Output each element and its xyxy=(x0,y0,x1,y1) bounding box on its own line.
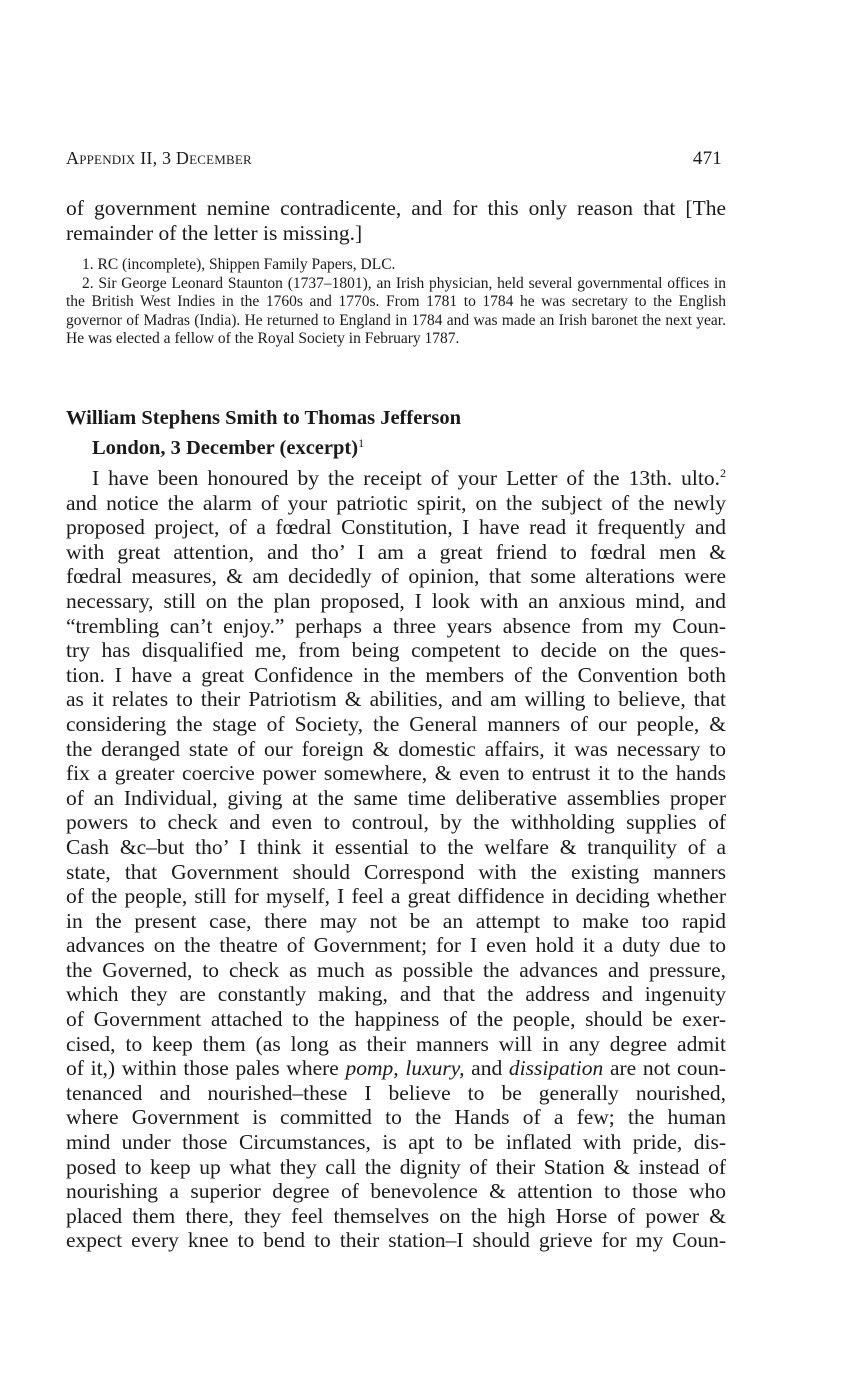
italic-phrase: dissipation xyxy=(508,1056,604,1081)
letter-line: which they are constantly making, and that the address and ingenuity xyxy=(66,982,726,1007)
letter-line: state, that Government should Correspond with the existing manners xyxy=(66,859,726,884)
letter-note-ref: 2 xyxy=(720,466,726,480)
letter-line: Cash &c–but tho’ I think it essential to the welfare & tranquility of a xyxy=(66,834,726,859)
letter-line: cised, to keep them (as long as their manners will in any degree admit xyxy=(66,1031,726,1056)
heading-note-ref: 1 xyxy=(358,436,365,450)
letter-line: fœdral measures, & am decidedly of opinion, that some alterations were xyxy=(66,564,726,589)
letter-line: of Government attached to the happiness of the people, should be exer- xyxy=(66,1007,726,1032)
footnotes xyxy=(66,256,726,349)
running-title: Appendix II, 3 December xyxy=(66,148,252,168)
letter-line xyxy=(66,466,726,491)
line-segment: are not coun- xyxy=(603,1056,726,1081)
letter-line: tenanced and nourished–these I believe to be generally nourished, xyxy=(66,1080,726,1105)
heading-line-2 xyxy=(66,431,726,461)
letter-line: the Governed, to check as much as possible the advances and pressure, xyxy=(66,957,726,982)
letter-line: considering the stage of Society, the General manners of our people, & xyxy=(66,711,726,736)
letter-line: try has disqualified me, from being competent to decide on the ques- xyxy=(66,638,726,663)
page-number: 471 xyxy=(692,148,722,169)
document-heading xyxy=(66,406,726,461)
letter-line: posed to keep up what they call the dignity of their Station & instead of xyxy=(66,1154,726,1179)
heading-line-1: William Stephens Smith to Thomas Jefferson xyxy=(66,407,462,429)
letter-line: of an Individual, giving at the same time deliberative assemblies proper xyxy=(66,785,726,810)
letter-line: necessary, still on the plan proposed, I look with an anxious mind, and xyxy=(66,588,726,613)
letter-body xyxy=(66,466,726,1253)
running-head xyxy=(66,148,728,172)
footnote-1: 1. RC (incomplete), Shippen Family Papers, DLC. xyxy=(82,256,396,273)
letter-line: of the people, still for myself, I feel a great diffidence in deciding whether xyxy=(66,884,726,909)
letter-line xyxy=(66,1056,726,1081)
letter-line: tion. I have a great Confidence in the members of the Convention both xyxy=(66,662,726,687)
letter-line: and notice the alarm of your patriotic spirit, on the subject of the newly xyxy=(66,490,726,515)
letter-line: mind under those Circumstances, is apt to be inflated with pride, dis- xyxy=(66,1130,726,1155)
line-segment: of it,) within those pales where xyxy=(66,1056,346,1081)
letter-line: nourishing a superior degree of benevolence & attention to those who xyxy=(66,1179,726,1204)
letter-line: advances on the theatre of Government; for I even hold it a duty due to xyxy=(66,933,726,958)
letter-line: placed them there, they feel themselves on the high Horse of power & xyxy=(66,1203,726,1228)
letter-line: with great attention, and tho’ I am a great friend to fœdral men & xyxy=(66,539,726,564)
letter-line: in the present case, there may not be an attempt to make too rapid xyxy=(66,908,726,933)
heading-place-date: London, 3 December (excerpt) xyxy=(92,437,359,459)
italic-phrase: pomp, luxury, xyxy=(345,1056,465,1081)
line-segment: and xyxy=(464,1056,509,1081)
letter-opening: I have been honoured by the receipt of your Letter of the 13th. ulto. xyxy=(92,466,720,490)
letter-line: where Government is committed to the Hands of a few; the human xyxy=(66,1105,726,1130)
letter-line: proposed project, of a fœdral Constitution, I have read it frequently and xyxy=(66,515,726,540)
document-page xyxy=(66,0,728,1380)
letter-line: as it relates to their Patriotism & abilities, and am willing to believe, that xyxy=(66,687,726,712)
letter-line: “trembling can’t enjoy.” perhaps a three years absence from my Coun- xyxy=(66,613,726,638)
letter-line: the deranged state of our foreign & domestic affairs, it was necessary to xyxy=(66,736,726,761)
letter-line: powers to check and even to controul, by the withholding supplies of xyxy=(66,810,726,835)
continuation-paragraph: of government nemine contradicente, and for this only reason that [The remainder of the letter is missing.] xyxy=(66,196,726,245)
letter-line: fix a greater coercive power somewhere, & even to entrust it to the hands xyxy=(66,761,726,786)
letter-line: expect every knee to bend to their station–I should grieve for my Coun- xyxy=(66,1228,726,1253)
footnote-2: 2. Sir George Leonard Staunton (1737–1801), an Irish physician, held several governmental offices in the British West Indies in the 1760s and 1770s. From 1781 to 1784 he was secretary to the English governor of Madras (India). He returned to England in 1784 and was made an Irish baronet the next year. He was elected a fellow of the Royal Society in February 1787. xyxy=(66,274,726,347)
